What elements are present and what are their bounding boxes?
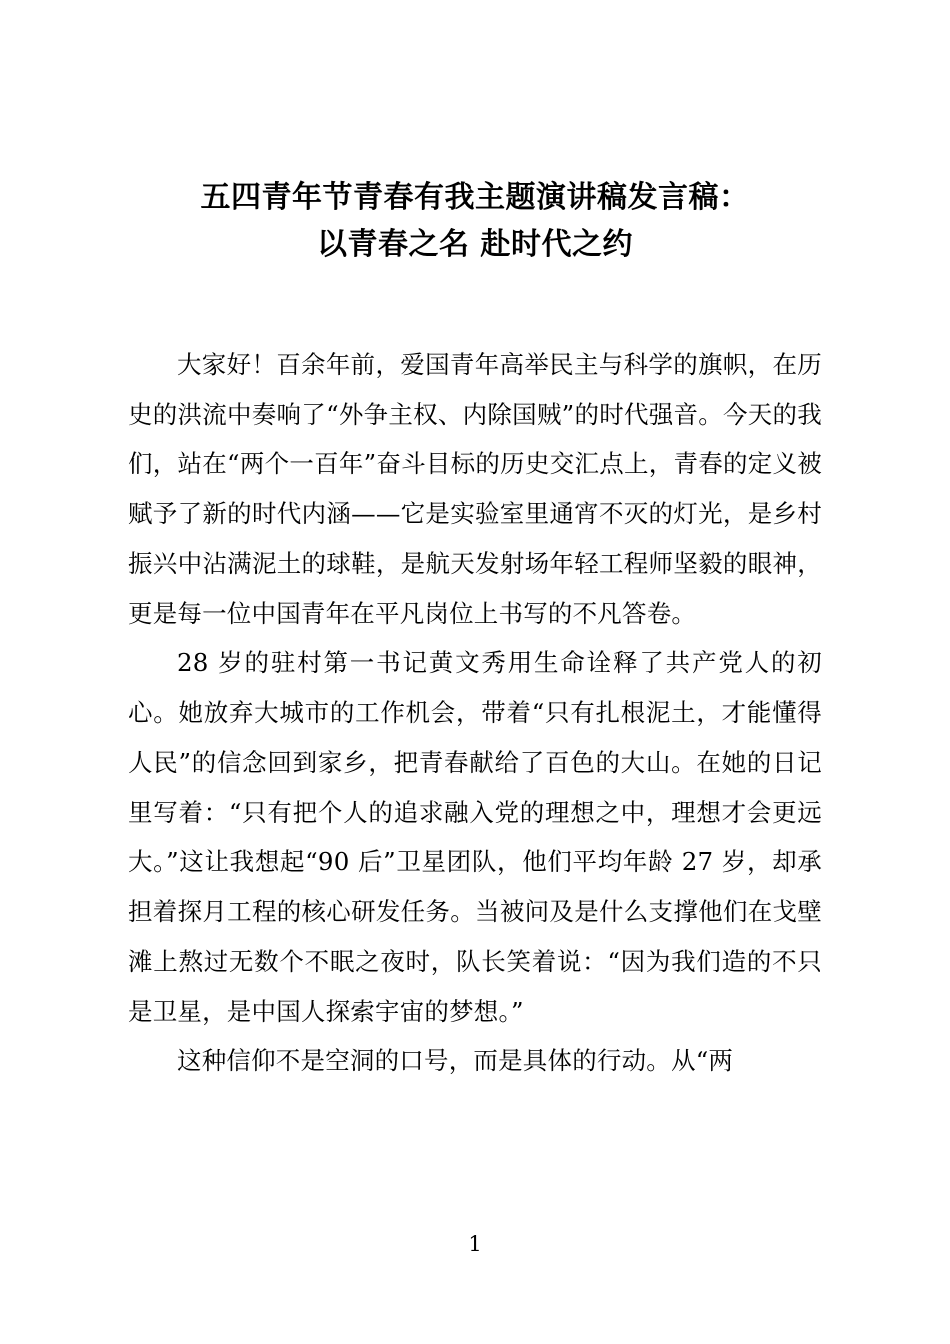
body-paragraph: 大家好！百余年前，爱国青年高举民主与科学的旗帜，在历史的洪流中奏响了“外争主权、内除国贼”的时代强音。今天的我们，站在“两个一百年”奋斗目标的历史交汇点上，青春的定义被赋予了新的时代内涵——它是实验室里通宵不灭的灯光，是乡村振兴中沾满泥土的球鞋，是航天发射场年轻工程师坚毅的眼神，更是每一位中国青年在平凡岗位上书写的不凡答卷。 [128,350,822,628]
page-title [128,175,822,268]
page-number: 1 [468,1232,482,1256]
document-body [128,340,822,1086]
body-paragraph: 这种信仰不是空洞的口号，而是具体的行动。从“两 [177,1046,734,1076]
body-paragraph: 28 岁的驻村第一书记黄文秀用生命诠释了共产党人的初心。她放弃大城市的工作机会，带着“只有扎根泥土，才能懂得人民”的信念回到家乡，把青春献给了百色的大山。在她的日记里写着：“只有把个人的追求融入党的理想之中，理想才会更远大。”这让我想起“90 后”卫星团队，他们平均年龄 27 岁，却承担着探月工程的核心研发任务。当被问及是什么支撑他们在戈壁滩上熬过无数个不眠之夜时，队长笑着说：“因为我们造的不只是卫星，是中国人探索宇宙的梦想。” [128,648,822,1026]
page-title-line-2: 以青春之名 赴时代之约 [317,226,633,262]
title-spacer [128,268,822,340]
page-title-line-1: 五四青年节青春有我主题演讲稿发言稿： [200,180,750,215]
